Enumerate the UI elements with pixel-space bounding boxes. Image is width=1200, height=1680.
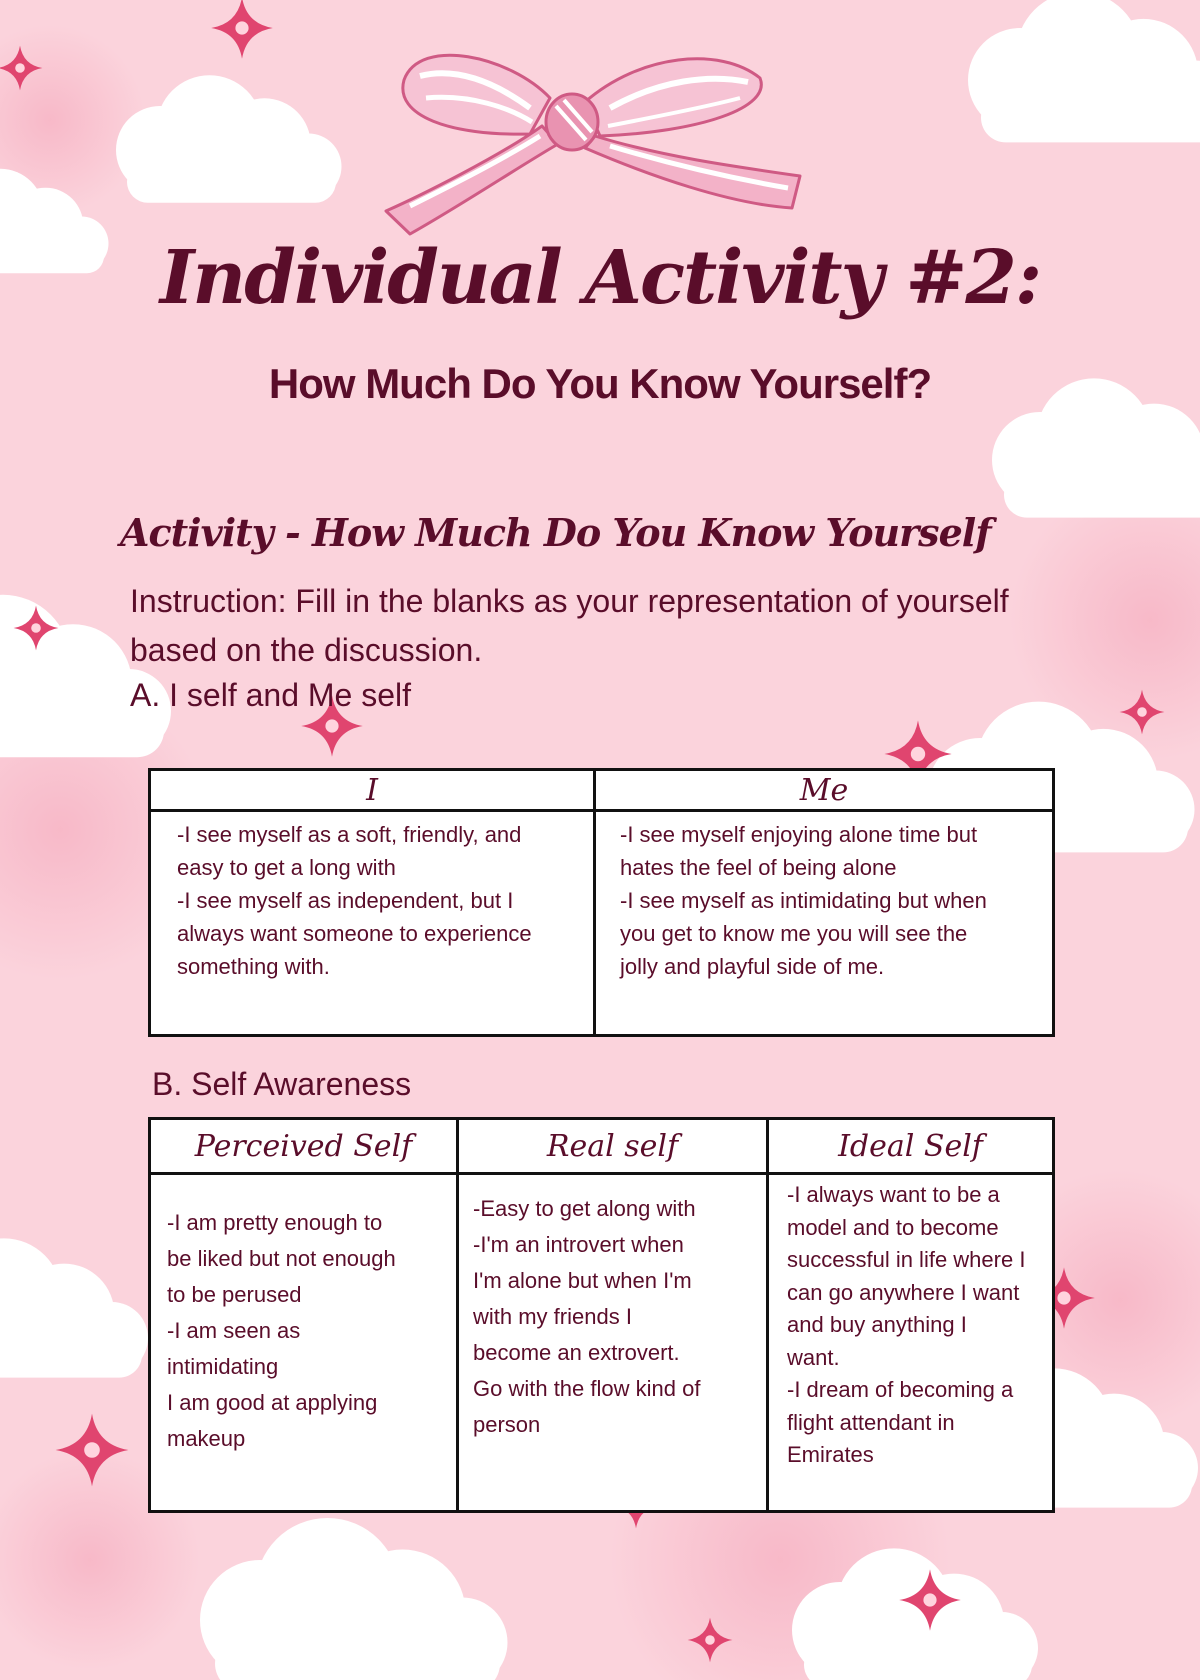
text-line: want.: [787, 1344, 840, 1370]
instruction-line-1: Instruction: Fill in the blanks as your representation of yourself: [130, 583, 1009, 619]
text-line: makeup: [167, 1426, 246, 1451]
column-header-me: Me: [595, 770, 1054, 811]
text-line: and buy anything I: [787, 1312, 967, 1337]
table-header-row: [150, 770, 1054, 811]
activity-heading: Activity - How Much Do You Know Yourself: [120, 510, 991, 555]
i-and-me-table: [148, 768, 1055, 1037]
text-line: -Easy to get along with: [473, 1196, 696, 1221]
table-row: [150, 1174, 1054, 1512]
text-line: -I see myself as a soft, friendly, and: [177, 822, 522, 847]
text-line: hates the feel of being alone: [620, 855, 897, 880]
text-line: jolly and playful side of me.: [620, 954, 885, 979]
text-line: with my friends I: [473, 1304, 632, 1329]
text-line: Emirates: [787, 1442, 874, 1467]
text-line: -I'm an introvert when: [473, 1232, 684, 1257]
text-line: Go with the flow kind of: [473, 1376, 701, 1401]
column-header-i: I: [150, 770, 595, 811]
text-line: -I see myself enjoying alone time but: [620, 822, 978, 847]
page-title: Individual Activity #2:: [159, 235, 1041, 321]
page-subtitle: How Much Do You Know Yourself?: [268, 360, 932, 407]
table-header-row: [150, 1119, 1054, 1174]
text-line: become an extrovert.: [473, 1340, 680, 1365]
column-header-perceived-self: Perceived Self: [150, 1119, 458, 1174]
text-line: -I am pretty enough to: [167, 1210, 383, 1235]
text-line: can go anywhere I want: [787, 1279, 1020, 1305]
text-line: something with.: [177, 954, 330, 979]
section-b-heading: B. Self Awareness: [152, 1066, 412, 1102]
instruction-line-2: based on the discussion.: [130, 632, 483, 668]
text-line: flight attendant in: [787, 1409, 955, 1435]
text-line: be liked but not enough: [167, 1246, 396, 1271]
text-line: to be perused: [167, 1282, 302, 1307]
text-line: intimidating: [167, 1354, 279, 1379]
text-line: model and to become: [787, 1214, 999, 1240]
table-row: [150, 811, 1054, 1036]
self-awareness-table: [148, 1117, 1055, 1513]
text-line: always want someone to experience: [177, 921, 532, 946]
cell-me: [595, 811, 1054, 1036]
text-line: -I see myself as intimidating but when: [620, 888, 987, 913]
text-line: -I always want to be a: [787, 1182, 1000, 1207]
text-line: person: [473, 1412, 541, 1437]
pink-ribbon-bow-icon: [380, 36, 820, 236]
text-line: -I see myself as independent, but I: [177, 888, 514, 913]
text-line: -I dream of becoming a: [787, 1377, 1014, 1402]
section-a-heading: A. I self and Me self: [130, 677, 412, 713]
cell-real-self: [458, 1174, 768, 1512]
text-line: I am good at applying: [167, 1390, 378, 1415]
text-line: easy to get a long with: [177, 855, 396, 880]
text-line: I'm alone but when I'm: [473, 1268, 692, 1293]
cell-ideal-self: [768, 1174, 1054, 1512]
text-line: successful in life where I: [787, 1247, 1026, 1272]
cell-i: [150, 811, 595, 1036]
column-header-real-self: Real self: [458, 1119, 768, 1174]
cell-perceived-self: [150, 1174, 458, 1512]
column-header-ideal-self: Ideal Self: [768, 1119, 1054, 1174]
text-line: you get to know me you will see the: [620, 921, 968, 946]
text-line: -I am seen as: [167, 1318, 301, 1343]
